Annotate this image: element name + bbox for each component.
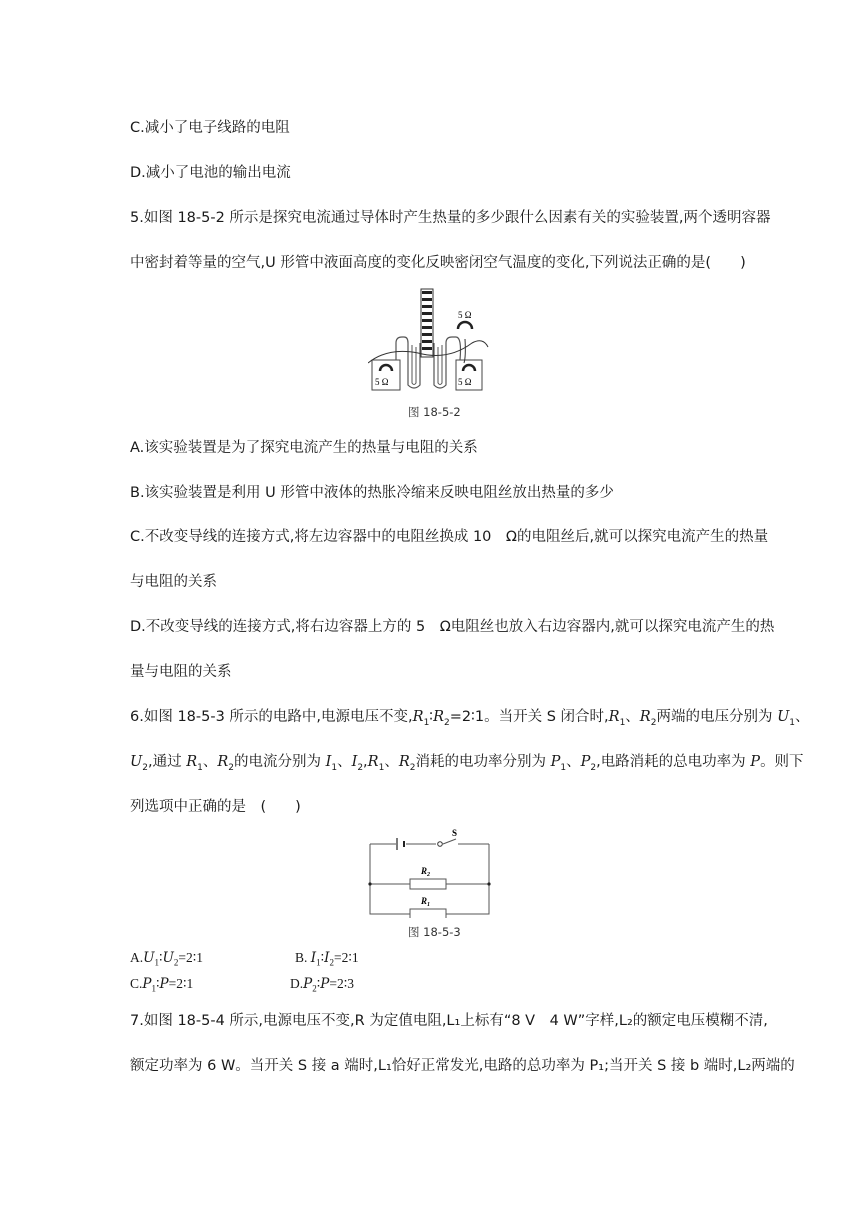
figure-18-5-2-apparatus — [368, 287, 490, 393]
question-5-option-c-line2: 与电阻的关系 — [130, 574, 217, 590]
figure-18-5-3-circuit — [368, 828, 492, 918]
question-5-option-d-line2: 量与电阻的关系 — [130, 664, 232, 680]
junction-left — [368, 882, 371, 885]
question-5-option-a: A.该实验装置是为了探究电流产生的热量与电阻的关系 — [130, 440, 478, 456]
right-resistor-label: 5 Ω — [458, 377, 472, 387]
question-6-option-b: B. $I_1∶I_2=2∶1$ — [295, 950, 359, 968]
left-resistor-label: 5 Ω — [375, 377, 389, 387]
question-6-option-d: $D.P_2∶P=2∶3$ — [290, 976, 354, 994]
option-c-previous: C.减小了电子线路的电阻 — [130, 120, 290, 136]
question-7-stem-line2: 额定功率为 6 W。当开关 S 接 a 端时,L₁恰好正常发光,电路的总功率为 P₁;当开关 S 接 b 端时,L₂两端的 — [130, 1058, 795, 1074]
upper-resistor-label: 5 Ω — [458, 310, 472, 320]
question-6-option-a: $A.U_1∶U_2=2∶1$ — [130, 950, 204, 968]
junction-right — [487, 882, 490, 885]
r1-label: $R_1$ — [421, 896, 431, 908]
question-6-stem-line1: 6.如图 18-5-3 所示的电路中,电源电压不变$,R_1∶R_2=2∶1$。当开关 S 闭合时$,R_1$、$R_2$两端的电压分别为 $U_1$、 — [130, 709, 810, 728]
switch-label: S — [452, 828, 458, 838]
option-d-previous: D.减小了电池的输出电流 — [130, 165, 291, 181]
question-5-option-d-line1: D.不改变导线的连接方式,将右边容器上方的 5 Ω电阻丝也放入右边容器内,就可以探究电流产生的热 — [130, 619, 775, 635]
figure-18-5-2-caption: 图 18-5-2 — [408, 405, 461, 419]
r2-label: $R_2$ — [421, 866, 431, 878]
switch-contact — [438, 842, 443, 847]
question-5-option-c-line1: C.不改变导线的连接方式,将左边容器中的电阻丝换成 10 Ω的电阻丝后,就可以探究电流产生的热量 — [130, 529, 769, 545]
question-6-option-c: $C.P_1∶P=2∶1$ — [130, 976, 194, 994]
figure-18-5-3-caption: 图 18-5-3 — [408, 925, 461, 939]
question-5-stem-line1: 5.如图 18-5-2 所示是探究电流通过导体时产生热量的多少跟什么因素有关的实验装置,两个透明容器 — [130, 210, 771, 226]
question-5-stem-line2: 中密封着等量的空气,U 形管中液面高度的变化反映密闭空气温度的变化,下列说法正确的是( ) — [130, 255, 746, 271]
question-7-stem-line1: 7.如图 18-5-4 所示,电源电压不变,R 为定值电阻,L₁上标有“8 V 4 W”字样,L₂的额定电压模糊不清, — [130, 1013, 768, 1029]
question-6-stem-line2: $U_2$,通过 $R_1$、$R_2$的电流分别为 $I_1$、$I_2,R_1$、$R_2$消耗的电功率分别为 $P_1$、$P_2$,电路消耗的总电功率为 P。则下 — [130, 754, 804, 773]
question-5-option-b: B.该实验装置是利用 U 形管中液体的热胀冷缩来反映电阻丝放出热量的多少 — [130, 485, 614, 501]
question-6-stem-line3: 列选项中正确的是 ( ) — [130, 799, 301, 815]
